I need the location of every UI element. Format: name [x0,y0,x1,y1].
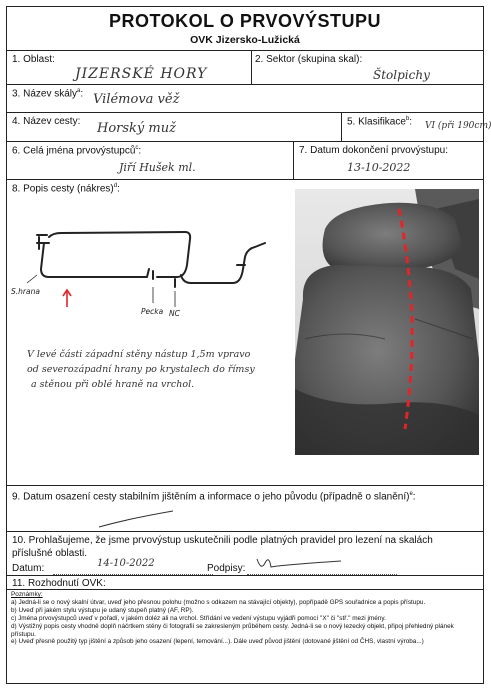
route-description [27,347,255,392]
route-description-line: V levé části západní stěny nástup 1,5m vpravo [27,349,251,360]
protocol-form [6,6,491,684]
nazev-cesty-label: 4. Název cesty: [12,116,81,127]
hrana-pointer [27,275,37,283]
sketch-wall-left [37,235,149,277]
route-description-line: a stěnou při oblé hraně na vrchol. [31,379,195,390]
rock-photo [295,189,479,455]
sketch-label-hrana: S.hrana [11,287,40,296]
sektor-label: 2. Sektor (skupina skal): [255,54,363,65]
popis-label: 8. Popis cesty (nákres)$^d$: [12,183,120,195]
oblast-label: 1. Oblast: [12,54,55,65]
note-item: b) Uveď při jakém stylu výstupu je udaný stupeň platný (AF, RP). [11,606,194,614]
jmena-value: Jiří Hušek ml. [119,161,196,174]
oblast-value: JIZERSKÉ HORY [75,66,208,82]
podpisy-line [247,574,397,575]
note-item: e) Uveď přesně použitý typ jištění a způsob jeho osazení (lepení, temování...). Dále uveď původ jištění (dotované jištění od ČHS, vlastní výroba...) [11,638,424,646]
podpisy-label: Podpisy: [207,563,246,574]
sketch-wall-right [181,243,265,283]
nazev-skaly-label: 3. Název skály$^a$: [12,88,84,100]
form-subtitle: OVK Jizersko-Lužická [190,34,300,46]
sektor-value: Štolpichy [373,68,430,82]
note-item: c) Jména prvovýstupců uveď v pořadí, v jakém doléz ali na vrchol. Střídání ve vedení výstupu vyjádři pomocí "X" či "stř." mezi jmény. [11,614,386,622]
datum-line [53,574,213,575]
klasifikace-label: 5. Klasifikace$^b$: [347,116,413,128]
rozhodnuti-label: 11. Rozhodnutí OVK: [12,578,106,589]
datum-label: Datum: [12,563,45,574]
klasifikace-value: VI (při 190cm) [425,121,491,131]
sketch-label-nc: NC [169,309,180,318]
notes-section [11,591,479,646]
jisteni-label: 9. Datum osazení cesty stabilním jištěním a informace o jeho původu (případně o slanění)$^e$: [12,491,416,503]
route-description-line: od severozápadní hrany po krystalech do římsy [27,364,255,375]
sketch-label-pecka: Pecka [141,307,164,316]
start-arrow [63,290,71,307]
prohlaseni-text-2: příslušné oblasti. [12,548,88,559]
form-title: PROTOKOL O PRVOVÝSTUPU [108,11,382,31]
datum-dokonceni-label: 7. Datum dokončení prvovýstupu: [299,145,448,156]
jmena-label: 6. Celá jména prvovýstupců$^c$: [12,145,142,157]
datum-value: 14-10-2022 [97,558,155,569]
datum-dokonceni-value: 13-10-2022 [347,161,411,174]
nazev-cesty-value: Horský muž [97,121,176,136]
nazev-skaly-value: Vilémova věž [93,92,180,107]
note-item: a) Jedná-li se o nový skalní útvar, uveď jeho přesnou polohu (možno s odkazem na stávající objekty), popřípadě GPS souřadnice a popis přístupu. [11,598,426,606]
signature [251,551,351,575]
jisteni-dash-mark [97,507,177,531]
note-item: d) Výstižný popis cesty vhodně doplň náčrtkem stěny či fotografií se zakresleným průběhem cesty. Jedná-li se o nový lezecký objekt, připoj přehledný plánek přístupu. [11,622,454,638]
sketch-wall-middle [49,232,190,277]
prohlaseni-text: 10. Prohlašujeme, že jsme prvovýstup uskutečnili podle platných pravidel pro lezení na skalách [12,535,433,546]
notes-title: Poznámky: [11,591,43,598]
